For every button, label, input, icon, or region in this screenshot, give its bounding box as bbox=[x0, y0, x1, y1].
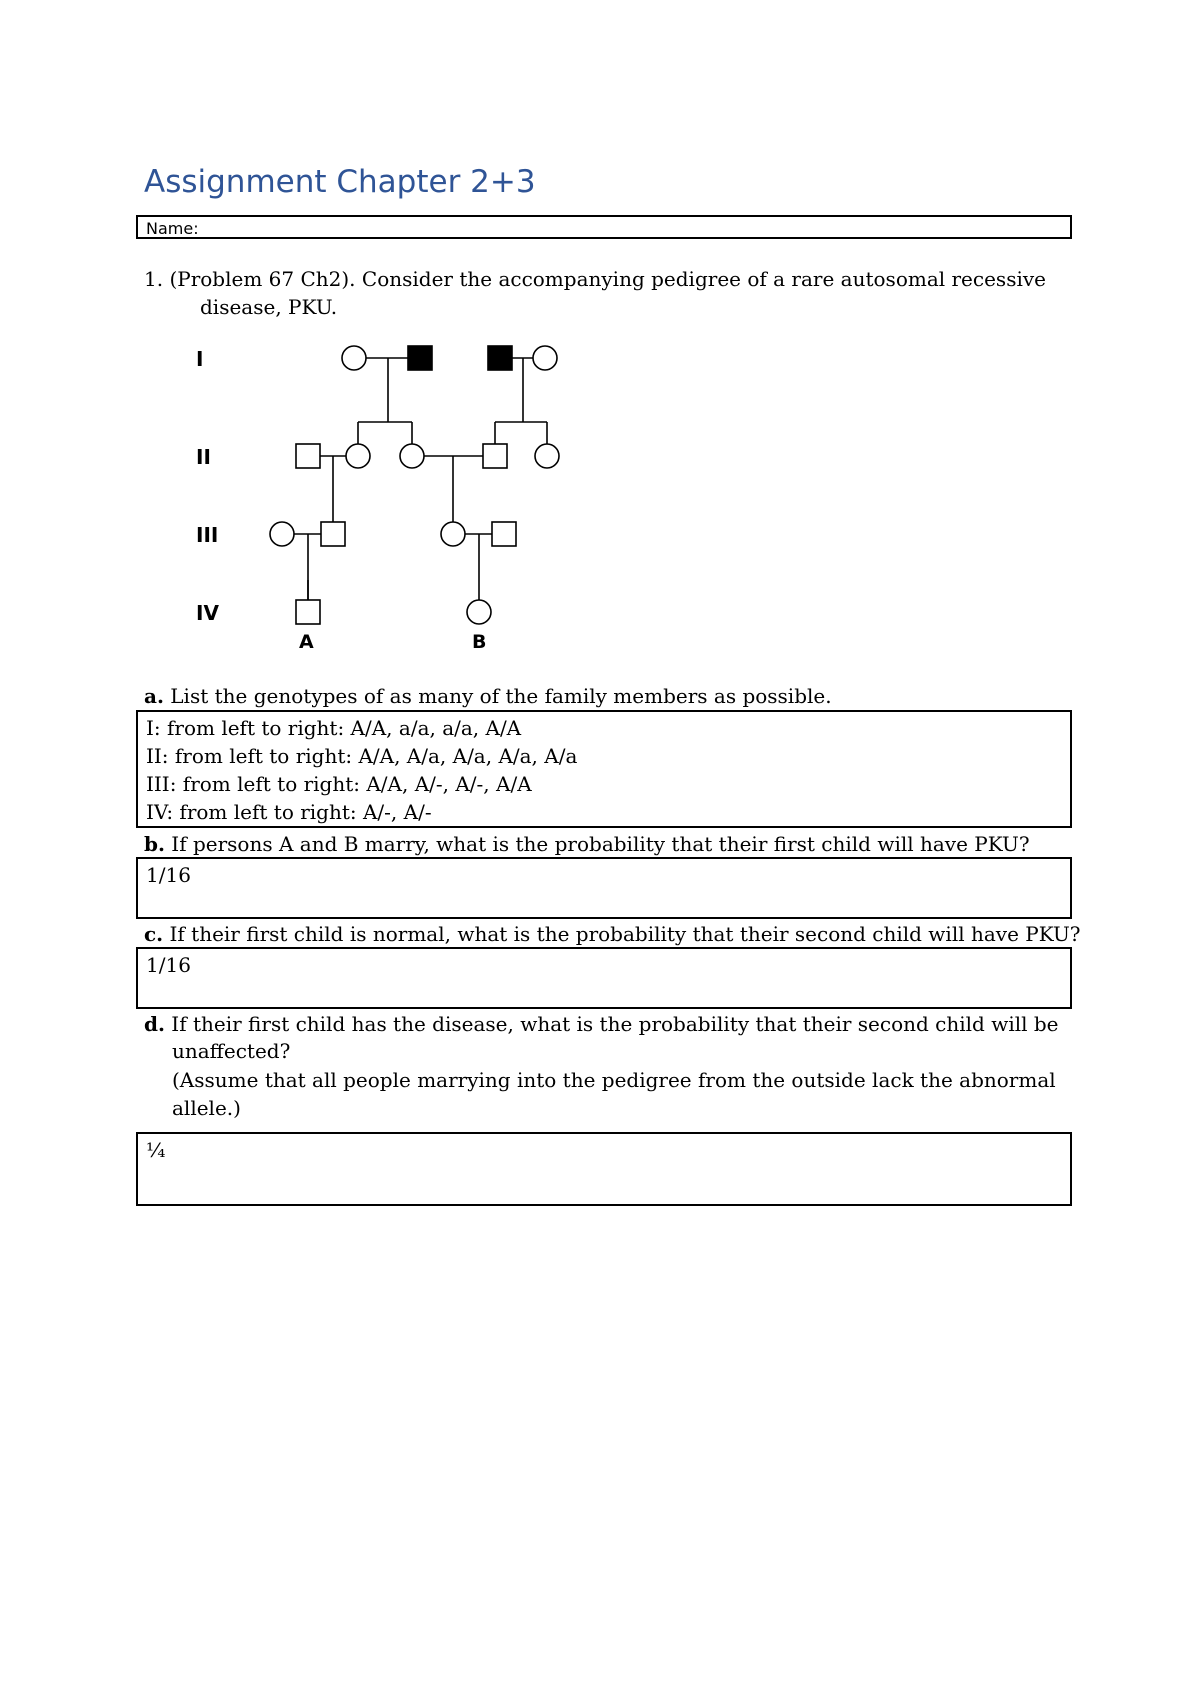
part-c-question bbox=[144, 920, 1081, 948]
gen2-female-3 bbox=[535, 444, 559, 468]
part-a-answer-line: III: from left to right: A/A, A/-, A/-, A/A bbox=[146, 772, 532, 796]
part-d-line-2: unaffected? bbox=[172, 1039, 291, 1063]
part-b-letter: b. bbox=[144, 832, 165, 856]
question-1-line-2: disease, PKU. bbox=[200, 295, 338, 319]
individual-label-B: B bbox=[472, 631, 487, 650]
gen2-male-2 bbox=[483, 444, 507, 468]
generation-label-4: IV bbox=[196, 601, 219, 625]
gen2-female-1 bbox=[346, 444, 370, 468]
part-b-answer: 1/16 bbox=[146, 863, 191, 887]
pedigree-diagram bbox=[190, 340, 580, 650]
part-d-letter: d. bbox=[144, 1012, 165, 1036]
generation-label-1: I bbox=[196, 347, 204, 371]
part-d-question bbox=[144, 1010, 1059, 1038]
gen3-female-1 bbox=[270, 522, 294, 546]
gen1-male-affected-1 bbox=[408, 346, 432, 370]
gen1-female-1 bbox=[342, 346, 366, 370]
part-b-text: If persons A and B marry, what is the probability that their first child will have PKU? bbox=[164, 832, 1030, 856]
gen2-male-1 bbox=[296, 444, 320, 468]
question-1-line-1: 1. (Problem 67 Ch2). Consider the accompanying pedigree of a rare autosomal recessive bbox=[144, 267, 1046, 291]
part-b-question bbox=[144, 830, 1030, 858]
generation-label-2: II bbox=[196, 445, 211, 469]
part-a-answer-line: I: from left to right: A/A, a/a, a/a, A/A bbox=[146, 716, 522, 740]
part-d-line-4: allele.) bbox=[172, 1096, 241, 1120]
gen3-male-1 bbox=[321, 522, 345, 546]
individual-label-A: A bbox=[299, 631, 314, 650]
part-a-answer-box[interactable] bbox=[136, 710, 1072, 828]
gen3-male-2 bbox=[492, 522, 516, 546]
part-d-text: If their first child has the disease, what is the probability that their second child will be bbox=[164, 1012, 1059, 1036]
part-b-answer-box[interactable] bbox=[136, 857, 1072, 919]
name-label: Name: bbox=[146, 219, 199, 238]
document-title: Assignment Chapter 2+3 bbox=[144, 164, 536, 200]
part-d-answer: ¼ bbox=[146, 1138, 166, 1162]
part-a-letter: a. bbox=[144, 684, 164, 708]
gen1-female-2 bbox=[533, 346, 557, 370]
gen3-female-2 bbox=[441, 522, 465, 546]
part-c-answer-box[interactable] bbox=[136, 947, 1072, 1009]
part-c-letter: c. bbox=[144, 922, 164, 946]
gen4-male-A bbox=[296, 600, 320, 624]
generation-label-3: III bbox=[196, 523, 219, 547]
part-a-text: List the genotypes of as many of the family members as possible. bbox=[163, 684, 832, 708]
part-d-line-3: (Assume that all people marrying into the pedigree from the outside lack the abnormal bbox=[172, 1068, 1056, 1092]
gen4-female-B bbox=[467, 600, 491, 624]
part-d-answer-box[interactable] bbox=[136, 1132, 1072, 1206]
part-a-answer-line: IV: from left to right: A/-, A/- bbox=[146, 800, 432, 824]
part-c-text: If their first child is normal, what is the probability that their second child will have PKU? bbox=[163, 922, 1081, 946]
part-c-answer: 1/16 bbox=[146, 953, 191, 977]
gen1-male-affected-2 bbox=[488, 346, 512, 370]
gen2-female-2 bbox=[400, 444, 424, 468]
name-field[interactable] bbox=[136, 215, 1072, 239]
part-a-answer-line: II: from left to right: A/A, A/a, A/a, A/a, A/a bbox=[146, 744, 578, 768]
part-a-question bbox=[144, 682, 832, 710]
